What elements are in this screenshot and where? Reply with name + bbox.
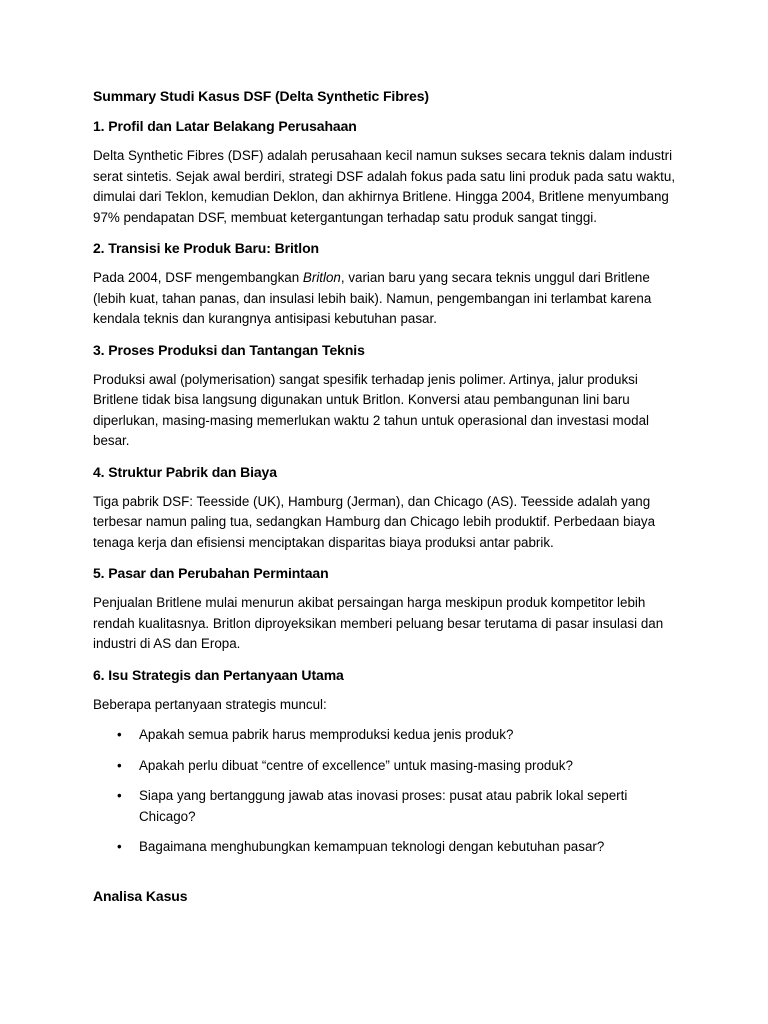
- document-title: Summary Studi Kasus DSF (Delta Synthetic Fibres): [93, 88, 429, 104]
- section-body-transition: [93, 268, 683, 330]
- section-heading-profile: 1. Profil dan Latar Belakang Perusahaan: [93, 118, 357, 134]
- list-item-text: Bagaimana menghubungkan kemampuan teknologi dengan kebutuhan pasar?: [139, 839, 605, 854]
- bullet-icon: •: [117, 839, 122, 854]
- section-body-production: Produksi awal (polymerisation) sangat spesifik terhadap jenis polimer. Artinya, jalur produksi Britlene tidak bisa langsung digunakan untuk Britlon. Konversi atau pembangunan lini baru diperlukan, masing-masing memerlukan waktu 2 tahun untuk operasional dan investasi modal besar.: [93, 371, 650, 448]
- section-heading-plants: 4. Struktur Pabrik dan Biaya: [93, 463, 277, 480]
- product-name-emphasis: Britlon: [302, 270, 341, 285]
- section-body-market: Penjualan Britlene mulai menurun akibat persaingan harga meskipun produk kompetitor lebih rendah kualitasnya. Britlon diproyeksikan memberi peluang besar terutama di pasar insulasi dan industri di AS dan Eropa.: [93, 595, 664, 651]
- section-heading-production: 3. Proses Produksi dan Tantangan Teknis: [93, 341, 365, 358]
- list-item: [93, 756, 683, 777]
- section-body-strategic-issues: Beberapa pertanyaan strategis muncul:: [93, 696, 327, 712]
- section-heading-strategic-issues: 6. Isu Strategis dan Pertanyaan Utama: [93, 666, 344, 683]
- bullet-icon: •: [117, 757, 122, 773]
- list-item-text: Apakah semua pabrik harus memproduksi kedua jenis produk?: [139, 727, 514, 742]
- list-item-text: Siapa yang bertanggung jawab atas inovasi proses: pusat atau pabrik lokal seperti Chicago?: [139, 788, 628, 824]
- list-item: [93, 786, 683, 827]
- body-text-after: , varian baru yang secara teknis unggul dari Britlene (lebih kuat, tahan panas, dan insulasi lebih baik). Namun, pengembangan ini terlambat karena kendala teknis dan kurangnya antisipasi kebutuhan pasar.: [93, 270, 652, 326]
- section-body-plants: Tiga pabrik DSF: Teesside (UK), Hamburg (Jerman), dan Chicago (AS). Teesside adalah yang terbesar namun paling tua, sedangkan Hamburg dan Chicago lebih produktif. Perbedaan biaya tenaga kerja dan efisiensi menciptakan disparitas biaya produksi antar pabrik.: [93, 493, 656, 550]
- section-heading-transition: 2. Transisi ke Produk Baru: Britlon: [93, 240, 320, 256]
- analysis-heading: Analisa Kasus: [93, 887, 188, 904]
- strategic-questions-list: [93, 725, 683, 858]
- list-item: [93, 837, 683, 858]
- list-item-text: Apakah perlu dibuat “centre of excellence” untuk masing-masing produk?: [139, 757, 573, 773]
- section-heading-market: 5. Pasar dan Perubahan Permintaan: [93, 565, 329, 581]
- bullet-icon: •: [117, 727, 122, 742]
- list-item: [93, 725, 683, 746]
- bullet-icon: •: [117, 788, 122, 803]
- body-text-before: Pada 2004, DSF mengembangkan: [93, 270, 303, 285]
- section-body-profile: Delta Synthetic Fibres (DSF) adalah perusahaan kecil namun sukses secara teknis dalam industri serat sintetis. Sejak awal berdiri, strategi DSF adalah fokus pada satu lini produk pada satu waktu, dimulai dari Teklon, kemudian Deklon, dan akhirnya Britlene. Hingga 2004, Britlene menyumbang 97% pendapatan DSF, membuat ketergantungan terhadap satu produk sangat tinggi.: [93, 148, 676, 225]
- document-page: [93, 86, 683, 906]
